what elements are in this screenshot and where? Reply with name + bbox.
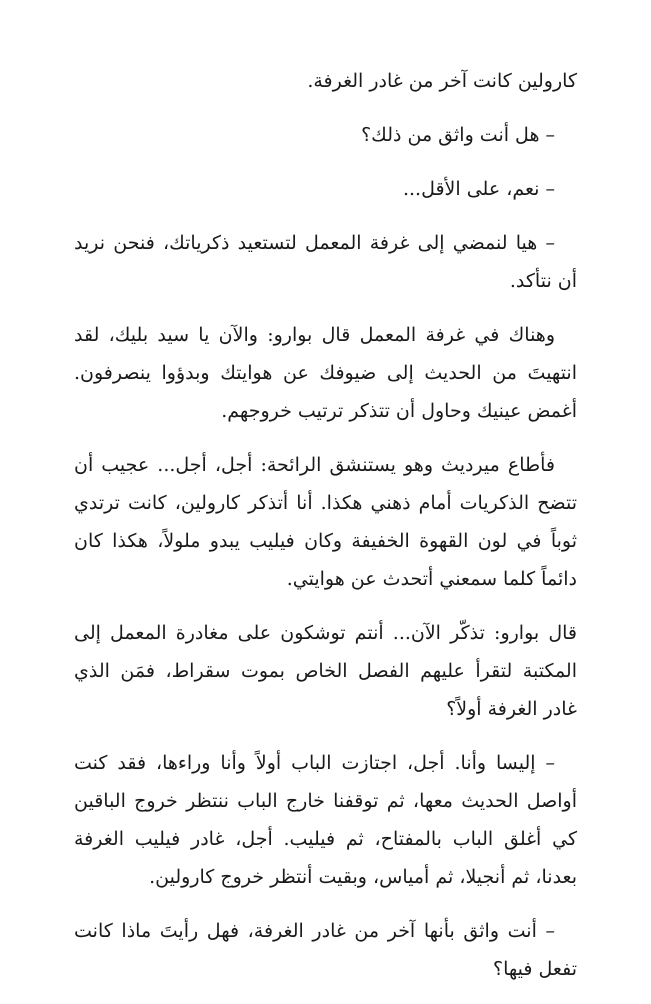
paragraph-5: وهناك في غرفة المعمل قال بوارو: والآن يا سيد بليك، لقد انتهيتَ من الحديث إلى ضيوفك عن هوايتك وبدؤوا ينصرفون. أغمض عينيك وحاول أن تتذكر ترتيب خروجهم. [74, 324, 577, 422]
paragraph-4: – هيا لنمضي إلى غرفة المعمل لتستعيد ذكرياتك، فنحن نريد أن نتأكد. [74, 232, 577, 292]
paragraph-3: – نعم، على الأقل... [402, 178, 555, 200]
paragraph-6: فأطاع ميرديث وهو يستنشق الرائحة: أجل، أجل... عجيب أن تتضح الذكريات أمام ذهني هكذا. أنا أتذكر كارولين، كانت ترتدي ثوباً في لون القهوة الخفيفة وكان فيليب يبدو ملولاً، هكذا كان دائماً كلما سمعني أتحدث عن هوايتي. [74, 454, 577, 590]
book-page [74, 62, 577, 1004]
paragraph-1: كارولين كانت آخر من غادر الغرفة. [307, 70, 577, 92]
paragraph-9: – أنت واثق بأنها آخر من غادر الغرفة، فهل رأيتَ ماذا كانت تفعل فيها؟ [74, 920, 577, 980]
paragraph-2: – هل أنت واثق من ذلك؟ [361, 124, 555, 146]
paragraph-8: – إليسا وأنا. أجل، اجتازت الباب أولاً وأنا وراءها، فقد كنت أواصل الحديث معها، ثم توقفنا خارج الباب ننتظر خروج الباقين كي أغلق الباب بالمفتاح، ثم فيليب. أجل، غادر فيليب الغرفة بعدنا، ثم أنجيلا، ثم أمياس، وبقيت أنتظر خروج كارولين. [74, 752, 577, 888]
paragraph-7: قال بوارو: تذكّر الآن... أنتم توشكون على مغادرة المعمل إلى المكتبة لتقرأ عليهم الفصل الخاص بموت سقراط، فمَن الذي غادر الغرفة أولاً؟ [74, 622, 577, 720]
